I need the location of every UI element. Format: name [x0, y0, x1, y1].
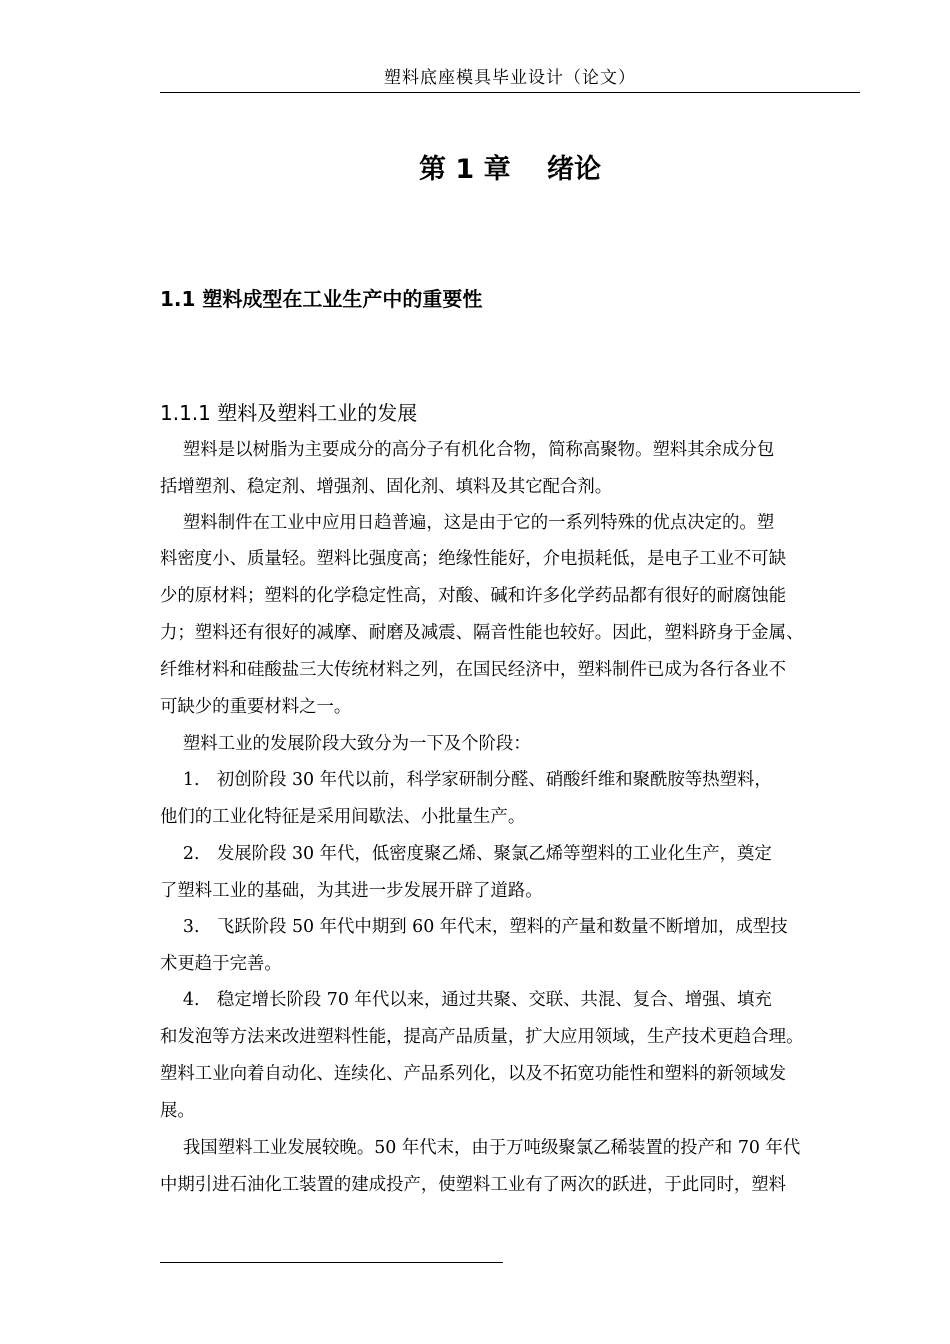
- body-line: 了塑料工业的基础，为其进一步发展开辟了道路。: [160, 881, 543, 901]
- body-line: 塑料是以树脂为主要成分的高分子有机化合物，简称高聚物。塑料其余成分包: [160, 440, 775, 460]
- body-line: 塑料制件在工业中应用日趋普遍，这是由于它的一系列特殊的优点决定的。塑: [160, 513, 775, 533]
- header-divider: [160, 92, 860, 93]
- body-line: 括增塑剂、稳定剂、增强剂、固化剂、填料及其它配合剂。: [160, 477, 613, 497]
- body-line: 力；塑料还有很好的减摩、耐磨及减震、隔音性能也较好。因此，塑料跻身于金属、: [160, 623, 804, 643]
- body-line: 和发泡等方法来改进塑料性能，提高产品质量，扩大应用领域，生产技术更趋合理。: [160, 1027, 804, 1047]
- body-line: 料密度小、质量轻。塑料比强度高；绝缘性能好，介电损耗低，是电子工业不可缺: [160, 549, 787, 569]
- body-line: 塑料工业向着自动化、连续化、产品系列化，以及不拓宽功能性和塑料的新领域发: [160, 1064, 787, 1084]
- chapter-title: 第 1 章 绪论: [419, 154, 601, 185]
- body-line: 我国塑料工业发展较晚。50 年代末，由于万吨级聚氯乙稀装置的投产和 70 年代: [160, 1138, 801, 1158]
- body-line: 展。: [160, 1101, 195, 1121]
- body-line: 中期引进石油化工装置的建成投产，使塑料工业有了两次的跃进，于此同时，塑料: [160, 1175, 787, 1195]
- body-line: 术更趋于完善。: [160, 954, 282, 974]
- body-line: 4. 稳定增长阶段 70 年代以来，通过共聚、交联、共混、复合、增强、填充: [160, 990, 772, 1010]
- running-header: 塑料底座模具毕业设计（论文）: [384, 68, 636, 88]
- subsection-title: 1.1.1 塑料及塑料工业的发展: [160, 401, 418, 425]
- body-line: 1. 初创阶段 30 年代以前，科学家研制分醛、硝酸纤维和聚酰胺等热塑料，: [160, 770, 772, 790]
- body-line: 可缺少的重要材料之一。: [160, 697, 352, 717]
- body-line: 纤维材料和硅酸盐三大传统材料之列，在国民经济中，塑料制件已成为各行各业不: [160, 660, 787, 680]
- footnote-divider: [160, 1262, 503, 1263]
- body-line: 他们的工业化特征是采用间歇法、小批量生产。: [160, 807, 526, 827]
- body-line: 3. 飞跃阶段 50 年代中期到 60 年代末，塑料的产量和数量不断增加，成型技: [160, 917, 788, 937]
- section-title: 1.1 塑料成型在工业生产中的重要性: [160, 287, 483, 311]
- body-line: 少的原材料；塑料的化学稳定性高，对酸、碱和许多化学药品都有很好的耐腐蚀能: [160, 586, 787, 606]
- body-line: 2. 发展阶段 30 年代，低密度聚乙烯、聚氯乙烯等塑料的工业化生产，奠定: [160, 844, 772, 864]
- body-line: 塑料工业的发展阶段大致分为一下及个阶段：: [160, 734, 531, 754]
